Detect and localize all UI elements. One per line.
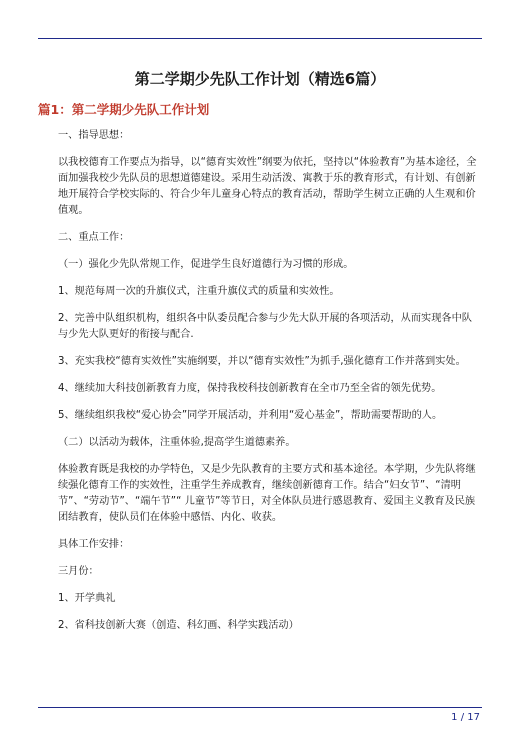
paragraph: 以我校德育工作要点为指导，以“德育实效性”纲要为依托，坚持以“体验教育”为基本途径，全面加强我校少先队员的思想道德建设。采用生动活泼、寓教于乐的教育形式，有计划、有创新地开展符合学校实际的、符合少年儿童身心特点的教育活动，帮助学生树立正确的人生观和价值观。 <box>58 157 477 216</box>
paragraph: （一）强化少先队常规工作，促进学生良好道德行为习惯的形成。 <box>58 259 354 270</box>
paragraph: （二）以活动为载体，注重体验,提高学生道德素养。 <box>58 437 296 448</box>
document-body <box>38 128 482 645</box>
paragraph: 1、开学典礼 <box>58 593 116 604</box>
paragraph: 三月份： <box>58 566 99 577</box>
document-title: 第二学期少先队工作计划（精选6篇） <box>134 70 386 88</box>
page-number: 1 / 17 <box>451 712 480 723</box>
paragraph: 5、继续组织我校“爱心协会”同学开展活动，并利用“爱心基金”，帮助需要帮助的人。 <box>58 410 443 421</box>
paragraph: 1、规范每周一次的升旗仪式，注重升旗仪式的质量和实效性。 <box>58 286 340 297</box>
paragraph: 3、充实我校“德育实效性”实施纲要，并以“德育实效性”为抓手,强化德育工作并落到实处。 <box>58 356 466 367</box>
section-heading: 篇1：第二学期少先队工作计划 <box>38 102 210 117</box>
paragraph: 2、省科技创新大赛（创造、科幻画、科学实践活动） <box>58 620 299 631</box>
top-rule <box>38 38 482 39</box>
paragraph: 二、重点工作： <box>58 232 130 243</box>
paragraph: 具体工作安排： <box>58 539 130 550</box>
paragraph: 4、继续加大科技创新教育力度，保持我校科技创新教育在全市乃至全省的领先优势。 <box>58 383 442 394</box>
paragraph: 一、指导思想： <box>58 130 130 141</box>
paragraph: 体验教育既是我校的办学特色，又是少先队教育的主要方式和基本途径。本学期，少先队将继续强化德育工作的实效性，注重学生养成教育，继续创新德育工作。结合“妇女节”、“清明节”、“劳动节”、“端午节”“ 儿童节”等节日，对全体队员进行感恩教育、爱国主义教育及民族团结教育，使队员们在体验中感悟、内化、收获。 <box>58 464 476 523</box>
paragraph: 2、完善中队组织机构，组织各中队委员配合参与少先大队开展的各项活动，从而实现各中队与少先大队更好的衔接与配合. <box>58 313 472 340</box>
bottom-rule <box>38 707 482 708</box>
